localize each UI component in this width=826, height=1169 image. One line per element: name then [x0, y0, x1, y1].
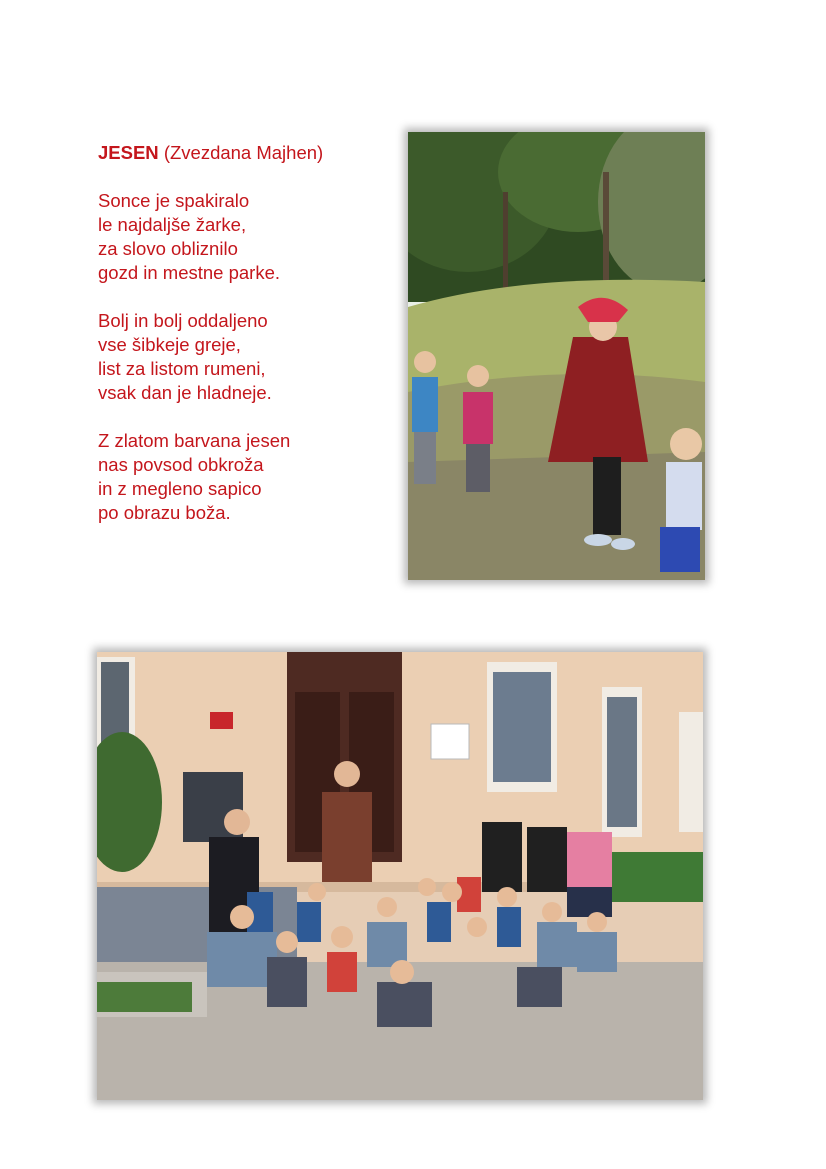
- poem-line: le najdaljše žarke,: [98, 214, 247, 235]
- poem-title: JESEN: [98, 142, 159, 163]
- poem-author: (Zvezdana Majhen): [163, 142, 324, 163]
- poem-line: vse šibkeje greje,: [98, 334, 241, 355]
- poem: [98, 141, 388, 549]
- poem-line: gozd in mestne parke.: [98, 262, 281, 283]
- photo-autumn-costume-image: [408, 132, 705, 580]
- poem-line: po obrazu boža.: [98, 502, 231, 523]
- photo-group-building-image: [97, 652, 703, 1100]
- poem-line: in z megleno sapico: [98, 478, 262, 499]
- poem-line: Z zlatom barvana jesen: [98, 430, 291, 451]
- poem-line: za slovo obliznilo: [98, 238, 238, 259]
- stanza-3: [98, 429, 388, 525]
- poem-title-line: [98, 141, 388, 165]
- building-plaque: [431, 724, 469, 759]
- photo-autumn-costume: [408, 132, 705, 580]
- stanza-1: [98, 189, 388, 285]
- poem-line: Bolj in bolj oddaljeno: [98, 310, 268, 331]
- poem-line: Sonce je spakiralo: [98, 190, 250, 211]
- photo-group-building: [97, 652, 703, 1100]
- stanza-2: [98, 309, 388, 405]
- house-number-sign: [210, 712, 233, 729]
- poem-line: nas povsod obkroža: [98, 454, 264, 475]
- poem-line: list za listom rumeni,: [98, 358, 266, 379]
- poem-line: vsak dan je hladneje.: [98, 382, 272, 403]
